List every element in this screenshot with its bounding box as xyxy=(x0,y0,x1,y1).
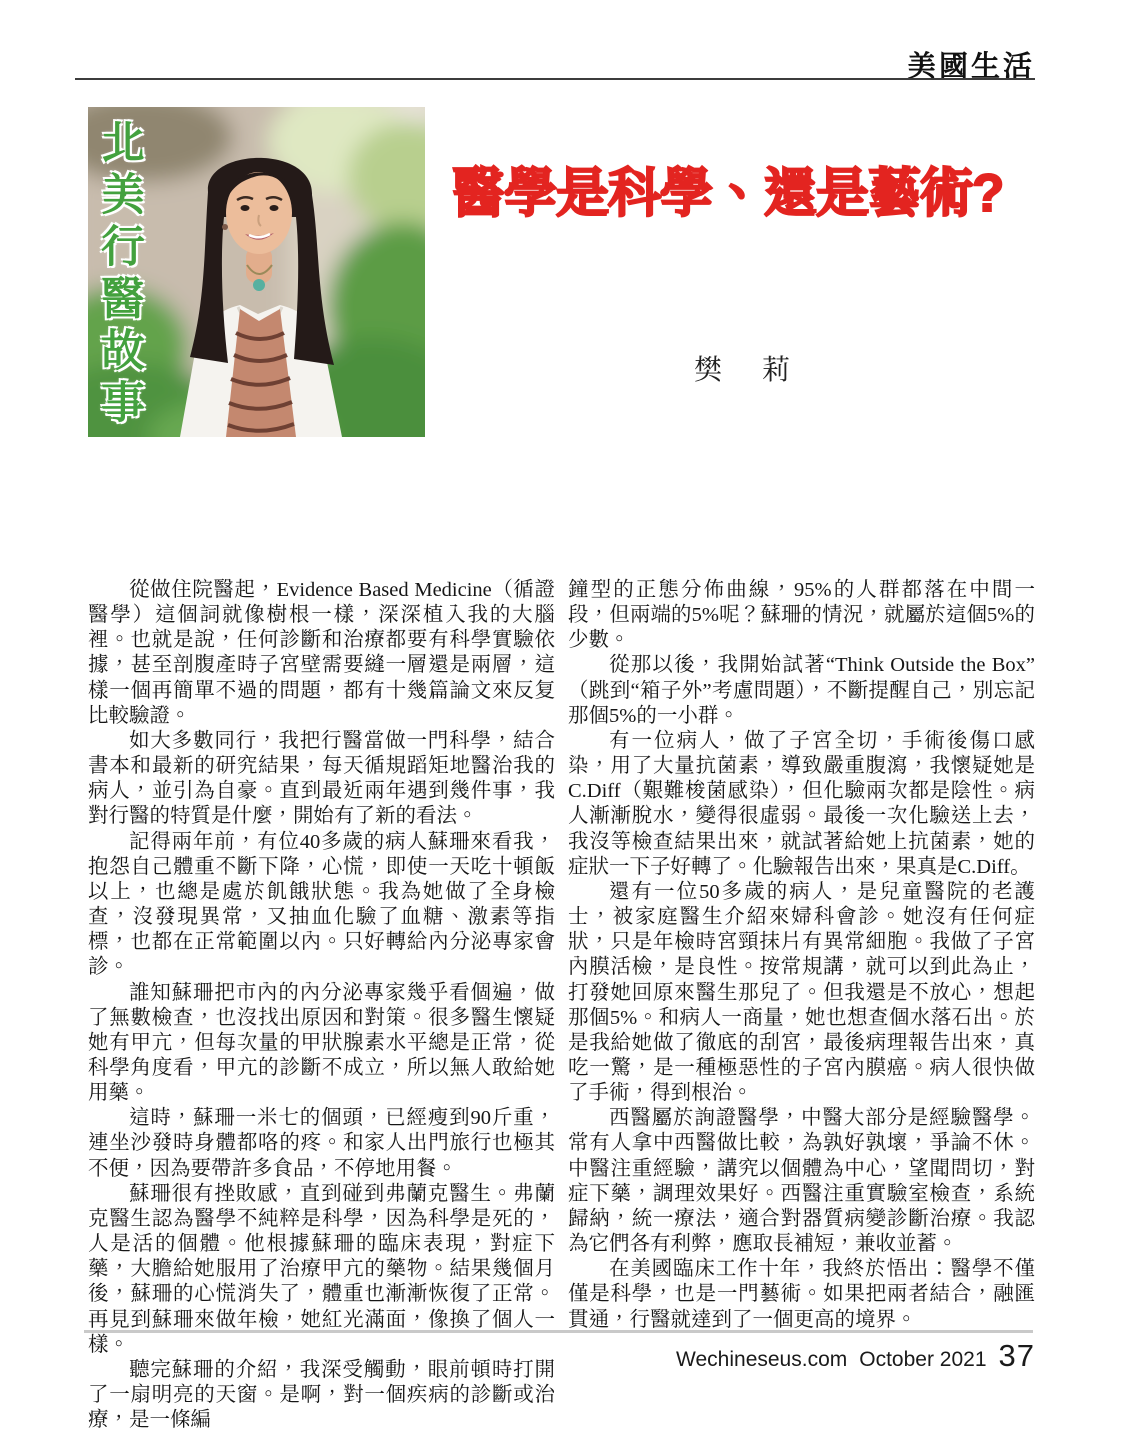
article-body xyxy=(88,578,1035,1433)
paragraph: 鐘型的正態分佈曲線，95%的人群都落在中間一段，但兩端的5%呢？蘇珊的情況，就屬於這個5%的少數。 xyxy=(568,579,1035,652)
article-author: 樊 莉 xyxy=(694,355,797,386)
paragraph: 從做住院醫起，Evidence Based Medicine（循證醫學）這個詞就像樹根一樣，深深植入我的大腦裡。也就是說，任何診斷和治療都要有科學實驗依據，甚至剖腹產時子宮壁需要縫一層還是兩層，這樣一個再簡單不過的問題，都有十幾篇論文來反复比較驗證。 xyxy=(88,579,555,727)
footer-rule xyxy=(84,1330,1033,1333)
paragraph: 記得兩年前，有位40多歲的病人蘇珊來看我，抱怨自己體重不斷下降，心慌，即使一天吃十頓飯以上，也總是處於飢餓狀態。我為她做了全身檢查，沒發現異常，又抽血化驗了血糖、激素等指標，也都在正常範圍以內。只好轉給內分泌專家會診。 xyxy=(88,830,555,979)
paragraph: 蘇珊很有挫敗感，直到碰到弗蘭克醫生。弗蘭克醫生認為醫學不純粹是科學，因為科學是死的，人是活的個體。他根據蘇珊的臨床表現，對症下藥，大膽給她服用了治療甲亢的藥物。結果幾個月後，蘇珊的心慌消失了，體重也漸漸恢復了正常。再見到蘇珊來做年檢，她紅光滿面，像換了個人一樣。 xyxy=(88,1182,555,1356)
section-header: 美國生活 xyxy=(906,51,1035,83)
doctor-portrait-photo xyxy=(88,107,425,437)
paragraph: 這時，蘇珊一米七的個頭，已經瘦到90斤重，連坐沙發時身體都咯的疼。和家人出門旅行也極其不便，因為要帶許多食品，不停地用餐。 xyxy=(88,1107,555,1180)
header-rule xyxy=(75,78,1035,80)
paragraph: 誰知蘇珊把市內的內分泌專家幾乎看個遍，做了無數檢查，也沒找出原因和對策。很多醫生懷疑她有甲亢，但每次量的甲狀腺素水平總是正常，從科學角度看，甲亢的診斷不成立，所以無人敢給她用藥。 xyxy=(88,981,555,1105)
article-column-right xyxy=(568,578,1035,1433)
photo-overlay-title: 北美行醫故事 xyxy=(94,119,143,431)
paragraph: 西醫屬於詢證醫學，中醫大部分是經驗醫學。常有人拿中西醫做比較，為孰好孰壞，爭論不休。中醫注重經驗，講究以個體為中心，望聞問切，對症下藥，調理效果好。西醫注重實驗室檢查，系統歸納，統一療法，適合對器質病變診斷治療。我認為它們各有利弊，應取長補短，兼收並蓄。 xyxy=(568,1107,1035,1256)
paragraph: 如大多數同行，我把行醫當做一門科學，結合書本和最新的研究結果，每天循規蹈矩地醫治我的病人，並引為自豪。直到最近兩年遇到幾件事，我對行醫的特質是什麼，開始有了新的看法。 xyxy=(88,729,555,828)
paragraph: 有一位病人，做了子宮全切，手術後傷口感染，用了大量抗菌素，導致嚴重腹瀉，我懷疑她是C.Diff（艱難梭菌感染），但化驗兩次都是陰性。病人漸漸脫水，變得很虛弱。最後一次化驗送上去，我沒等檢查結果出來，就試著給她上抗菌素，她的症狀一下子好轉了。化驗報告出來，果真是C.Diff。 xyxy=(568,729,1035,878)
article-column-left xyxy=(88,578,555,1433)
paragraph: 在美國臨床工作十年，我終於悟出：醫學不僅僅是科學，也是一門藝術。如果把兩者結合，融匯貫通，行醫就達到了一個更高的境界。 xyxy=(568,1258,1035,1331)
paragraph: 還有一位50多歲的病人，是兒童醫院的老護士，被家庭醫生介紹來婦科會診。她沒有任何症狀，只是年檢時宮頸抹片有異常細胞。我做了子宮內膜活檢，是良性。按常規講，就可以到此為止，打發她回原來醫生那兒了。但我還是不放心，想起那個5%。和病人一商量，她也想查個水落石出。於是我給她做了徹底的刮宮，最後病理報告出來，真吃一驚，是一種極惡性的子宮內膜癌。病人很快做了手術，得到根治。 xyxy=(568,880,1035,1105)
paragraph: 從那以後，我開始試著“Think Outside the Box”（跳到“箱子外”考慮問題），不斷提醒自己，別忘記那個5%的一小群。 xyxy=(568,654,1035,727)
footer-site: Wechineseus.com xyxy=(676,1348,848,1371)
page-number: 37 xyxy=(998,1338,1035,1373)
footer-date: October 2021 xyxy=(859,1348,987,1371)
footer xyxy=(676,1338,1035,1374)
paragraph: 聽完蘇珊的介紹，我深受觸動，眼前頓時打開了一扇明亮的天窗。是啊，對一個疾病的診斷或治療，是一條編 xyxy=(88,1358,555,1432)
article-title: 醫學是科學、還是藝術? xyxy=(452,164,1004,223)
